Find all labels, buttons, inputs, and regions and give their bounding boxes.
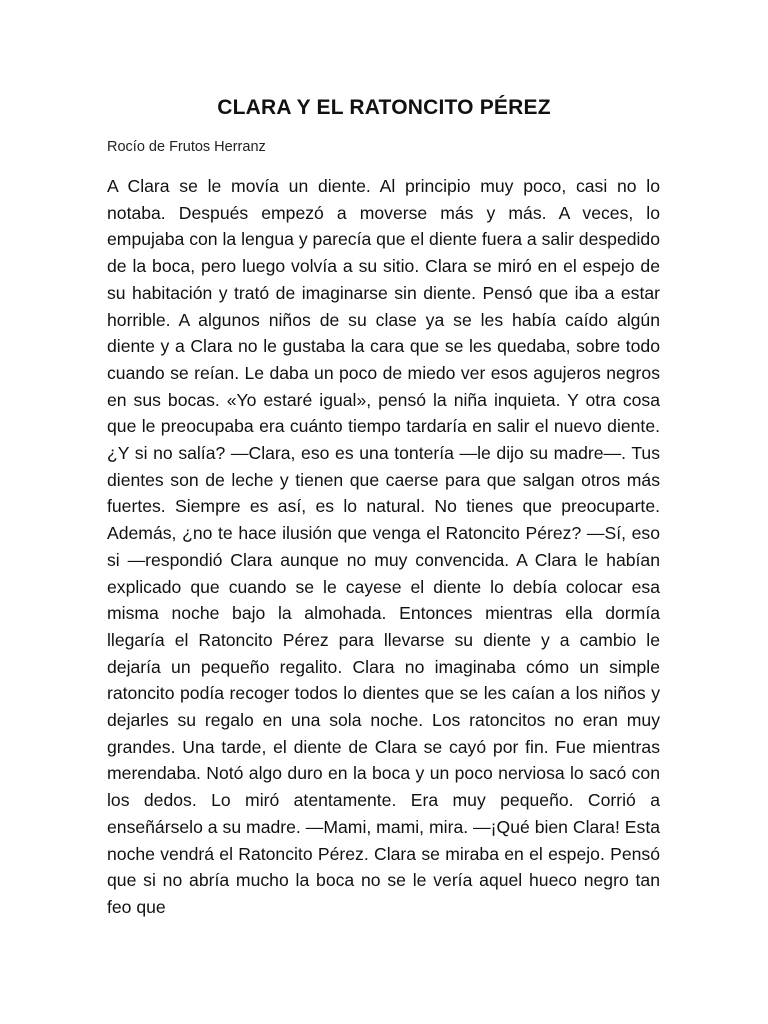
author-name: Rocío de Frutos Herranz xyxy=(107,139,266,155)
document-title: CLARA Y EL RATONCITO PÉREZ xyxy=(217,96,551,119)
story-body-text: A Clara se le movía un diente. Al principio muy poco, casi no lo notaba. Después empezó a moverse más y más. A veces, lo empujaba con la lengua y parecía que el diente fuera a salir despedido de la boca, pero luego volvía a su sitio. Clara se miró en el espejo de su habitación y trató de imaginarse sin diente. Pensó que iba a estar horrible. A algunos niños de su clase ya se les había caído algún diente y a Clara no le gustaba la cara que se les quedaba, sobre todo cuando se reían. Le daba un poco de miedo ver esos agujeros negros en sus bocas. «Yo estaré igual», pensó la niña inquieta. Y otra cosa que le preocupaba era cuánto tiempo tardaría en salir el nuevo diente. ¿Y si no salía? —Clara, eso es una tontería —le dijo su madre—. Tus dientes son de leche y tienen que caerse para que salgan otros más fuertes. Siempre es así, es lo natural. No tienes que preocuparte. Además, ¿no te hace ilusión que venga el Ratoncito Pérez? —Sí, eso si —respondió Clara aunque no muy convencida. A Clara le habían explicado que cuando se le cayese el diente lo debía colocar esa misma noche bajo la almohada. Entonces mientras ella dormía llegaría el Ratoncito Pérez para llevarse su diente y a cambio le dejaría un pequeño regalito. Clara no imaginaba cómo un simple ratoncito podía recoger todos lo dientes que se les caían a los niños y dejarles su regalo en una sola noche. Los ratoncitos no eran muy grandes. Una tarde, el diente de Clara se cayó por fin. Fue mientras merendaba. Notó algo duro en la boca y un poco nerviosa lo sacó con los dedos. Lo miró atentamente. Era muy pequeño. Corrió a enseñárselo a su madre. —Mami, mami, mira. —¡Qué bien Clara! Esta noche vendrá el Ratoncito Pérez. Clara se miraba en el espejo. Pensó que si no abría mucho la boca no se le vería aquel hueco negro tan feo que xyxy=(107,176,660,917)
